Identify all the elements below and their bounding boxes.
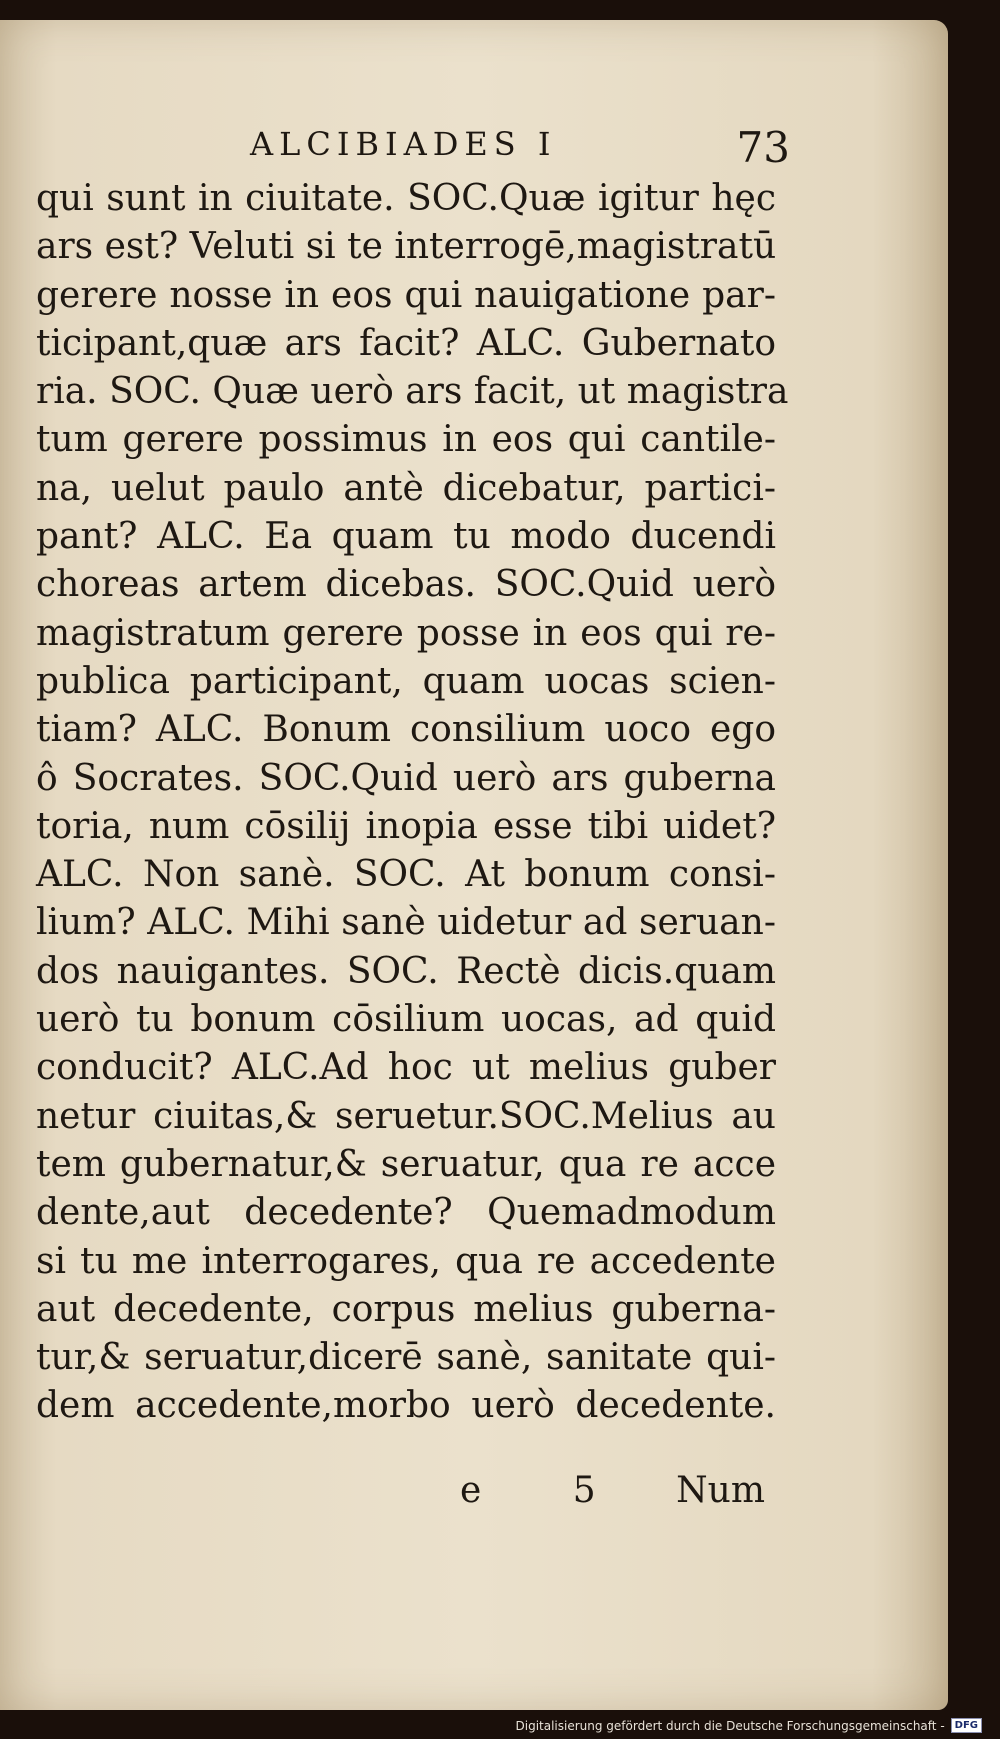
signature-mark: e 5 (460, 1470, 636, 1511)
text-line: dem accedente,morbo uerò decedente. (36, 1385, 776, 1427)
page-header (250, 125, 790, 175)
text-line: ô Socrates. SOC.Quid uerò ars guberna (36, 757, 776, 799)
text-line: dente,aut decedente? Quemadmodum (36, 1192, 776, 1234)
catchword: Num (676, 1470, 765, 1511)
text-line: dos nauigantes. SOC. Rectè dicis.quam (36, 950, 776, 992)
book-page (0, 20, 948, 1710)
running-title: ALCIBIADES I (250, 125, 557, 163)
page-footer (460, 1470, 765, 1520)
text-line: conducit? ALC.Ad hoc ut melius guber (36, 1047, 776, 1089)
text-line: ALC. Non sanè. SOC. At bonum consi- (36, 854, 776, 896)
text-line: qui sunt in ciuitate. SOC.Quæ igitur hęc (36, 178, 776, 219)
body-text (36, 175, 789, 1431)
text-line: uerò tu bonum cōsilium uocas, ad quid (36, 999, 776, 1041)
dfg-logo: DFG (951, 1718, 982, 1733)
text-line: si tu me interrogares, qua re accedente (36, 1240, 776, 1282)
text-line: na, uelut paulo antè dicebatur, partici- (36, 467, 776, 509)
text-line: publica participant, quam uocas scien- (36, 660, 776, 702)
credit-text: Digitalisierung gefördert durch die Deutsche Forschungsgemeinschaft - (515, 1718, 945, 1733)
text-line: pant? ALC. Ea quam tu modo ducendi (36, 516, 776, 558)
text-line: aut decedente, corpus melius guberna- (36, 1288, 776, 1330)
text-line: magistratum gerere posse in eos qui re- (36, 612, 776, 654)
text-line: ria. SOC. Quæ uerò ars facit, ut magistra (36, 371, 789, 413)
text-line: ars est? Veluti si te interrogē,magistratū (36, 226, 777, 268)
text-line: toria, num cōsilij inopia esse tibi uidet? (36, 805, 776, 847)
text-line: tur,& seruatur,dicerē sanè, sanitate qui- (36, 1337, 776, 1379)
text-line: tem gubernatur,& seruatur, qua re acce (36, 1143, 776, 1185)
text-line: netur ciuitas,& seruetur.SOC.Melius au (36, 1095, 776, 1137)
text-line: ticipant,quæ ars facit? ALC. Gubernato (36, 322, 776, 364)
page-number: 73 (736, 123, 790, 172)
text-line: choreas artem dicebas. SOC.Quid uerò (36, 564, 776, 606)
text-line: lium? ALC. Mihi sanè uidetur ad seruan- (36, 902, 776, 944)
text-line: gerere nosse in eos qui nauigatione par- (36, 274, 776, 316)
digitization-credit (516, 1718, 983, 1733)
text-line: tum gerere possimus in eos qui cantile- (36, 419, 776, 461)
text-line: tiam? ALC. Bonum consilium uoco ego (36, 709, 776, 751)
